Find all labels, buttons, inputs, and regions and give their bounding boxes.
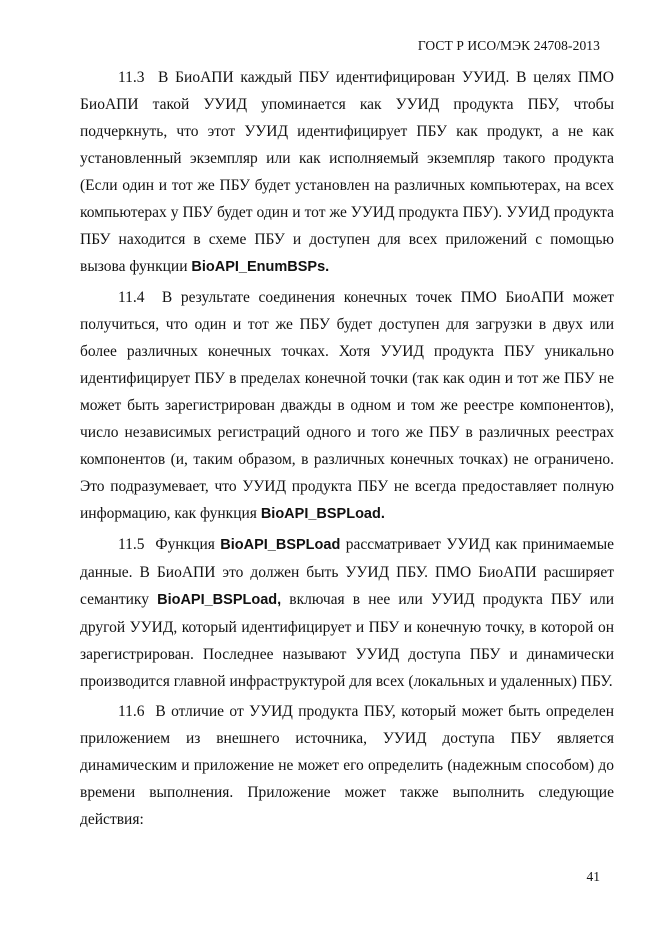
function-name: BioAPI_BSPLoad [220,537,341,553]
paragraph-text: 11.4 В результате соединения конечных точек ПМО БиоАПИ может получиться, что один и тот же ПБУ будет доступен для загрузки в двух или более различных конечных точках. Хотя УУИД продукта ПБУ уникально идентифицирует ПБУ в пределах конечной точки (так как один и тот же ПБУ не может быть зарегистрирован дважды в одном и том же реестре компонентов), число независимых регистраций одного и того же ПБУ в различных реестрах компонентов (и, таким образом, в различных конечных точках) не ограничено. Это подразумевает, что УУИД продукта ПБУ не всегда предоставляет полную информацию, как функция [80,289,614,522]
page-number: 41 [586,869,600,884]
paragraph-11-6 [80,698,614,833]
function-name: BioAPI_BSPLoad. [260,506,385,522]
function-name: BioAPI_EnumBSPs. [191,259,330,275]
paragraph-text: включая в нее или УУИД продукта ПБУ или другой УУИД, который идентифицирует и ПБУ и конечную точку, в которой он зарегистрирован. Последнее называют УУИД доступа ПБУ и динамически производится главной инфраструктурой для всех (локальных и удаленных) ПБУ. [80,591,614,690]
paragraph-text: рассматривает УУИД как принимаемые данные. В БиоАПИ это должен быть УУИД ПБУ. ПМО БиоАПИ расширяет семантику [80,536,615,608]
paragraph-text: 11.5 Функция [118,536,221,553]
function-name: BioAPI_BSPLoad, [157,592,282,608]
document-header: ГОСТ Р ИСО/МЭК 24708-2013 [417,38,600,53]
paragraph-11-5 [80,531,614,695]
document-body [80,64,614,836]
paragraph-11-3 [80,64,614,281]
paragraph-11-4 [80,284,614,528]
paragraph-text: 11.3 В БиоАПИ каждый ПБУ идентифицирован УУИД. В целях ПМО БиоАПИ такой УУИД упоминается как УУИД продукта ПБУ, чтобы подчеркнуть, что этот УУИД идентифицирует ПБУ как продукт, а не как установленный экземпляр или как исполняемый экземпляр такого продукта (Если один и тот же ПБУ будет установлен на различных компьютерах, на всех компьютерах у ПБУ будет один и тот же УУИД продукта ПБУ). УУИД продукта ПБУ находится в схеме ПБУ и доступен для всех приложений с помощью вызова функции [80,69,614,275]
paragraph-text: 11.6 В отличие от УУИД продукта ПБУ, который может быть определен приложением из внешнего источника, УУИД доступа ПБУ является динамическим и приложение не может его определить (надежным способом) до времени выполнения. Приложение может также выполнить следующие действия: [80,703,614,828]
